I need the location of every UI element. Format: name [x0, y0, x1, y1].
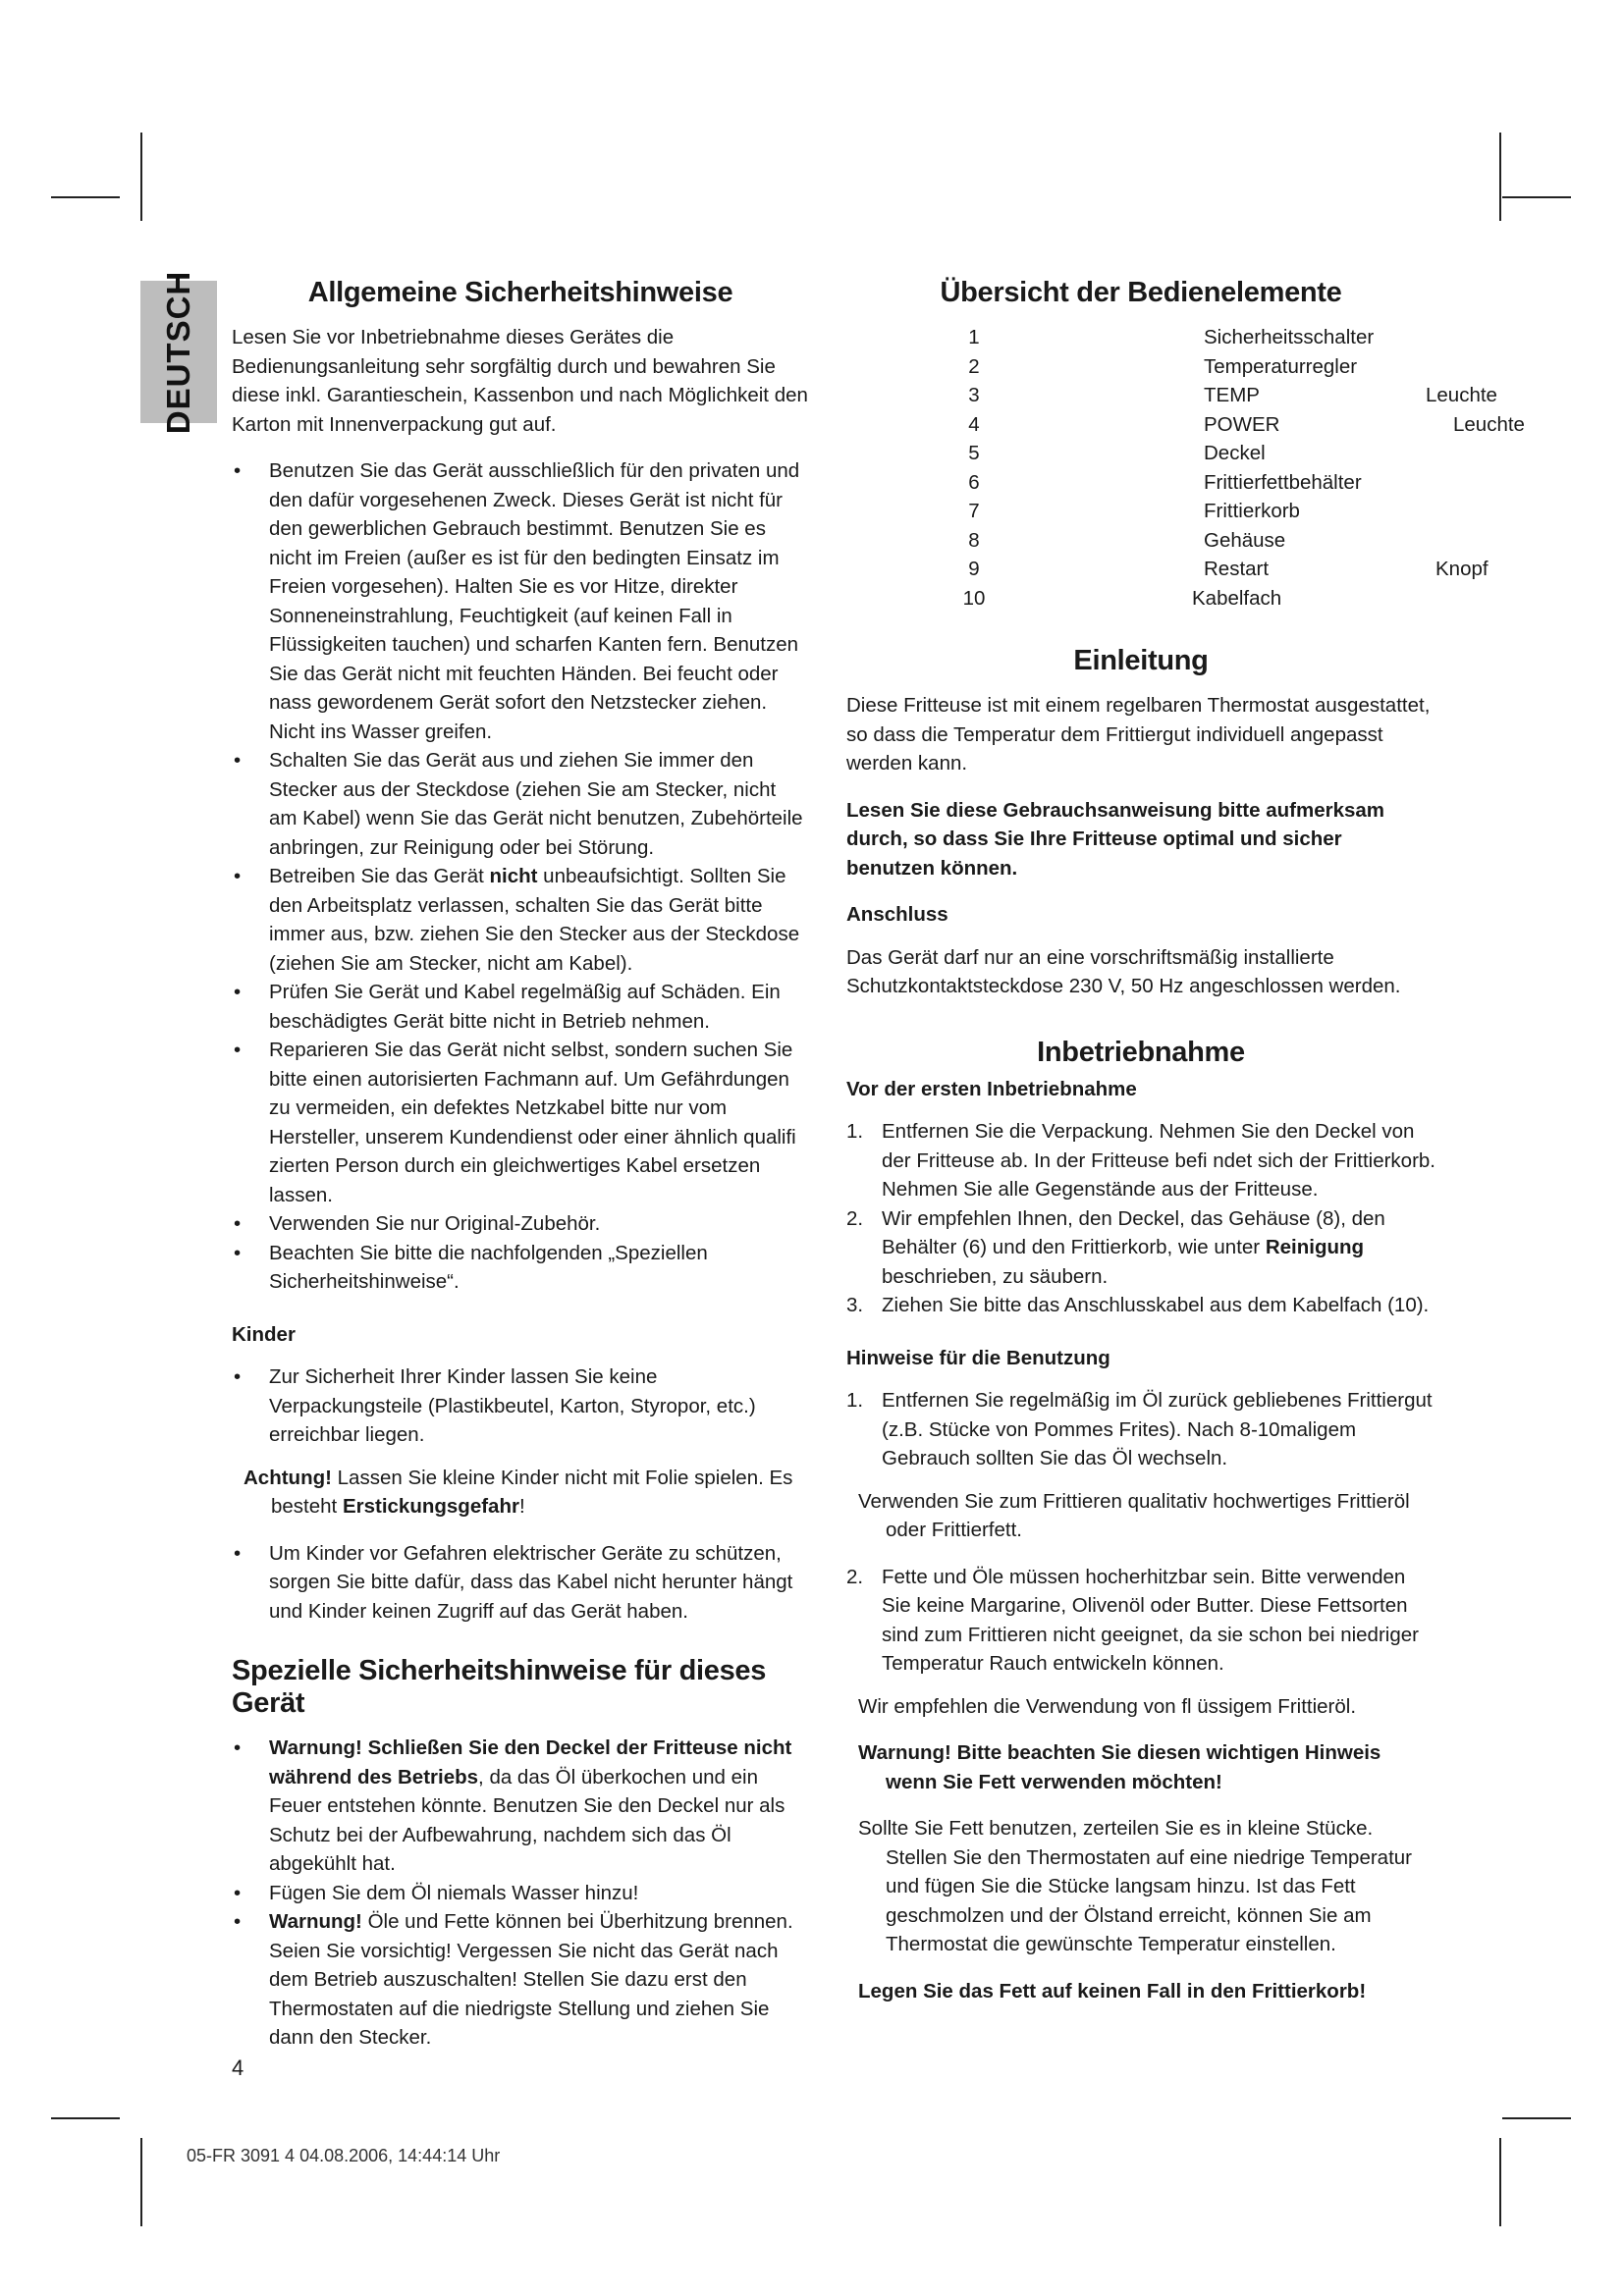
part-extra: Leuchte	[1426, 384, 1497, 406]
parts-row	[846, 439, 1435, 468]
first-use-heading: Vor der ersten Inbetriebnahme	[846, 1077, 1137, 1100]
crop-mark	[140, 2138, 142, 2226]
special-bullet	[232, 1907, 809, 2053]
fat-instructions: Sollte Sie Fett benutzen, zerteilen Sie es in kleine Stücke. Stellen Sie den Thermostaten auf eine niedrige Temperatur und fügen Sie die Stücke langsam hinzu. Ist das Fett geschmolzen und der Ölstand erreicht, können Sie am Thermostat die gewünschte Temperatur einstellen.	[858, 1817, 1412, 1955]
language-tab	[140, 270, 217, 434]
part-label: Sicherheitsschalter	[1204, 326, 1375, 348]
safety-bullet: • Benutzen Sie das Gerät ausschließlich für den privaten und den dafür vorgesehenen Zweck. Dieses Gerät ist nicht für den gewerblichen Gebrauch bestimmt. Benutzen Sie es nicht im Freien (außer es ist für den bedingten Einsatz im Freien vorgesehen). Halten Sie es vor Hitze, direkter Sonneneinstrahlung, Feuchtigkeit (auf keinen Fall in Flüssigkeiten tauchen) und scharfen Kanten fern. Benutzen Sie das Gerät nicht mit feuchten Händen. Bei feucht oder nass gewordenem Gerät sofort den Netzstecker ziehen. Nicht ins Wasser greifen.	[232, 456, 809, 746]
part-label: Frittierfettbehälter	[1204, 470, 1362, 494]
parts-row	[846, 497, 1435, 526]
parts-row	[846, 410, 1525, 440]
page-number: 4	[232, 2056, 244, 2080]
language-tab-label: DEUTSCH	[160, 270, 196, 434]
part-number: 4	[968, 412, 980, 436]
part-label: TEMP	[1204, 384, 1260, 406]
connection-text: Das Gerät darf nur an eine vorschriftsmäßig installierte Schutzkontaktsteckdose 230 V, 50 Hz angeschlossen werden.	[846, 945, 1401, 997]
print-footer: 05-FR 3091 4 04.08.2006, 14:44:14 Uhr	[187, 2146, 501, 2165]
children-bullet-list	[232, 1539, 809, 1627]
crop-mark	[51, 2117, 120, 2119]
parts-row	[846, 584, 1435, 614]
safety-bullet: • Reparieren Sie das Gerät nicht selbst, sondern suchen Sie bitte einen autorisierten Fachmann auf. Um Gefährdungen zu vermeiden, ein defektes Netzkabel bitte nur vom Hersteller, unserem Kundendienst oder einer ähnlich qualifi zierten Person durch ein gleichwertiges Kabel ersetzen lassen.	[232, 1036, 809, 1209]
bullet-text: unbeaufsichtigt. Sollten Sie den Arbeitsplatz verlassen, schalten Sie das Gerät bitte immer aus, bzw. ziehen Sie den Stecker aus der Steckdose (ziehen Sie am Stecker, nicht am Kabel).	[269, 865, 800, 975]
part-number: 7	[968, 500, 980, 522]
step-text: Entfernen Sie regelmäßig im Öl zurück gebliebenes Frittiergut (z.B. Stücke von Pommes Frites). Nach 8-10maligem Gebrauch sollten Sie das Öl wechseln.	[882, 1389, 1433, 1469]
children-heading: Kinder	[232, 1322, 296, 1346]
step-text: Fette und Öle müssen hocherhitzbar sein. Bitte verwenden Sie keine Margarine, Olivenöl oder Butter. Diese Fettsorten sind zum Frittieren nicht geeignet, da sie schon bei niedriger Temperatur Rauch entwickeln können.	[882, 1565, 1419, 1675]
crop-mark	[1499, 2138, 1501, 2226]
fat-warning: Warnung! Bitte beachten Sie diesen wichtigen Hinweis wenn Sie Fett verwenden möchten!	[858, 1741, 1381, 1793]
special-bullet-list	[232, 1734, 809, 2053]
children-bullet: • Um Kinder vor Gefahren elektrischer Geräte zu schützen, sorgen Sie bitte dafür, dass das Kabel nicht herunter hängt und Kinder keinen Zugriff auf das Gerät haben.	[232, 1539, 809, 1627]
usage-list	[846, 1386, 1435, 1473]
safety-intro: Lesen Sie vor Inbetriebnahme dieses Gerätes die Bedienungsanleitung sehr sorgfältig durch und bewahren Sie diese inkl. Garantieschein, Kassenbon und nach Möglichkeit den Karton mit Innenverpackung gut auf.	[232, 326, 808, 436]
safety-bullet: • Verwenden Sie nur Original-Zubehör.	[232, 1209, 809, 1239]
introduction-heading: Einleitung	[1073, 645, 1209, 676]
introduction-emphasis: Lesen Sie diese Gebrauchsanweisung bitte aufmerksam durch, so dass Sie Ihre Fritteuse optimal und sicher benutzen können.	[846, 798, 1385, 880]
step-text: beschrieben, zu säubern.	[882, 1264, 1109, 1288]
usage-note: Wir empfehlen die Verwendung von fl üssigem Frittieröl.	[858, 1694, 1357, 1718]
part-number: 5	[968, 442, 980, 464]
usage-step	[846, 1386, 1435, 1473]
part-label: POWER	[1204, 412, 1280, 436]
part-number: 10	[962, 586, 986, 610]
part-label: Deckel	[1204, 442, 1266, 464]
parts-row	[846, 526, 1435, 556]
part-label: Restart	[1204, 558, 1270, 580]
children-bullet-list	[232, 1362, 809, 1450]
step-number: 3.	[846, 1294, 864, 1316]
step-emphasis: Reinigung	[1265, 1236, 1365, 1258]
part-number: 6	[968, 470, 980, 494]
first-use-step	[846, 1117, 1435, 1204]
warning-label: Achtung!	[244, 1466, 332, 1489]
fat-final-warning: Legen Sie das Fett auf keinen Fall in den Frittierkorb!	[858, 1979, 1367, 2002]
bullet-emphasis: nicht	[489, 865, 538, 887]
usage-step	[846, 1563, 1435, 1679]
safety-bullet	[232, 862, 809, 978]
parts-row	[846, 555, 1489, 584]
step-text: Wir empfehlen Ihnen, den Deckel, das Gehäuse (8), den Behälter (6) und den Frittierkorb, wie unter	[882, 1206, 1385, 1258]
right-column	[846, 277, 1525, 2023]
part-label: Gehäuse	[1204, 528, 1286, 552]
first-use-step	[846, 1291, 1435, 1320]
bullet-emphasis: Warnung!	[269, 1910, 362, 1933]
special-bullet	[232, 1734, 809, 1879]
special-bullet: • Fügen Sie dem Öl niemals Wasser hinzu!	[232, 1879, 809, 1908]
part-label: Kabelfach	[1192, 586, 1282, 610]
crop-mark	[1499, 133, 1501, 221]
parts-row	[846, 468, 1435, 498]
left-column	[232, 277, 809, 2066]
parts-row	[846, 323, 1435, 352]
connection-heading: Anschluss	[846, 903, 948, 926]
step-text: Ziehen Sie bitte das Anschlusskabel aus dem Kabelfach (10).	[882, 1294, 1430, 1316]
crop-mark	[1502, 196, 1571, 198]
usage-heading: Hinweise für die Benutzung	[846, 1346, 1110, 1369]
bullet-text: Betreiben Sie das Gerät	[269, 865, 490, 887]
general-safety-heading: Allgemeine Sicherheitshinweise	[307, 277, 733, 308]
introduction-text: Diese Fritteuse ist mit einem regelbaren Thermostat ausgestattet, so dass die Temperatur dem Frittiergut individuell angepasst werden kann.	[846, 694, 1431, 774]
special-safety-heading: Spezielle Sicherheitshinweise für dieses Gerät	[232, 1655, 767, 1719]
warning-text: Lassen Sie kleine Kinder nicht mit Folie spielen. Es besteht	[271, 1466, 793, 1518]
children-warning	[232, 1464, 809, 1522]
usage-note: Verwenden Sie zum Frittieren qualitativ hochwertiges Frittieröl oder Frittierfett.	[858, 1489, 1410, 1541]
safety-bullet: • Prüfen Sie Gerät und Kabel regelmäßig auf Schäden. Ein beschädigtes Gerät bitte nicht in Betrieb nehmen.	[232, 978, 809, 1036]
step-number: 1.	[846, 1120, 864, 1143]
parts-row	[846, 352, 1435, 382]
parts-list	[846, 323, 1525, 617]
part-extra: Leuchte	[1453, 412, 1525, 436]
startup-heading: Inbetriebnahme	[1037, 1036, 1245, 1068]
step-text: Entfernen Sie die Verpackung. Nehmen Sie den Deckel von der Fritteuse ab. In der Fritteuse befi ndet sich der Frittierkorb. Nehmen Sie alle Gegenstände aus der Fritteuse.	[882, 1120, 1435, 1201]
crop-mark	[140, 133, 142, 221]
step-number: 2.	[846, 1565, 864, 1588]
parts-row	[846, 381, 1497, 410]
part-label: Temperaturregler	[1204, 354, 1358, 378]
part-number: 9	[968, 558, 980, 580]
crop-mark	[1502, 2117, 1571, 2119]
warning-emphasis: Erstickungsgefahr	[342, 1495, 519, 1518]
safety-bullet: • Beachten Sie bitte die nachfolgenden „Speziellen Sicherheitshinweise“.	[232, 1239, 809, 1297]
safety-bullet-list	[232, 456, 809, 1297]
first-use-list	[846, 1117, 1435, 1320]
overview-heading: Übersicht der Bedienelemente	[940, 277, 1342, 308]
warning-text: !	[518, 1495, 525, 1518]
part-number: 2	[968, 354, 980, 378]
step-number: 1.	[846, 1389, 864, 1412]
crop-mark	[51, 196, 120, 198]
first-use-step	[846, 1204, 1435, 1292]
bullet-text: Öle und Fette können bei Überhitzung brennen. Seien Sie vorsichtig! Vergessen Sie nicht das Gerät nach dem Betrieb auszuschalten! Stellen Sie dazu erst den Thermostaten auf die niedrigste Stellung und ziehen Sie dann den Stecker.	[269, 1910, 793, 2049]
step-number: 2.	[846, 1206, 864, 1230]
children-bullet: • Zur Sicherheit Ihrer Kinder lassen Sie keine Verpackungsteile (Plastikbeutel, Karton, Styropor, etc.) erreichbar liegen.	[232, 1362, 809, 1450]
part-number: 3	[968, 384, 980, 406]
part-number: 1	[968, 326, 980, 348]
part-number: 8	[968, 528, 980, 552]
bullet-text: , da das Öl überkochen und ein Feuer entstehen könnte. Benutzen Sie den Deckel nur als Schutz bei der Aufbewahrung, nachdem sich das Öl abgekühlt hat.	[269, 1765, 785, 1875]
bullet-emphasis: Warnung! Schließen Sie den Deckel der Fritteuse nicht während des Betriebs	[269, 1736, 792, 1789]
safety-bullet: • Schalten Sie das Gerät aus und ziehen Sie immer den Stecker aus der Steckdose (ziehen Sie am Stecker, nicht am Kabel) wenn Sie das Gerät nicht benutzen, Zubehörteile anbringen, zur Reinigung oder bei Störung.	[232, 746, 809, 862]
part-label: Frittierkorb	[1204, 500, 1300, 522]
part-extra: Knopf	[1435, 558, 1489, 580]
usage-list	[846, 1563, 1435, 1679]
